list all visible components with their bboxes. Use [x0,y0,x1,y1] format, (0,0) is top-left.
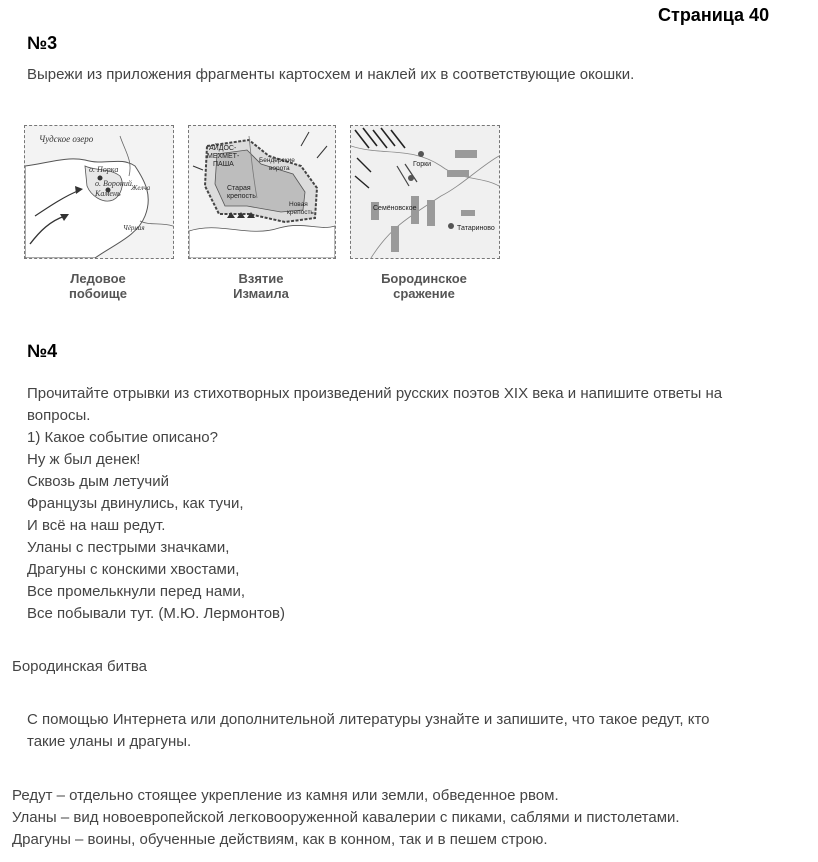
poem-line: Уланы с пестрыми значками, [27,539,230,556]
answer-1: Бородинская битва [12,658,147,675]
map-ice-battle [24,125,174,259]
map-izmail-caption [188,271,334,301]
task4-intro [27,383,807,625]
caption-line: Бородинское [381,271,467,286]
label-kamen: Камень [95,189,121,198]
label-lake: Чудское озеро [39,134,94,144]
question-2 [27,709,807,753]
label-zhelcha: Желча [131,184,151,192]
task3-heading: №3 [27,33,58,53]
label-voroniy: о. Вороний [95,179,132,188]
caption-line: Взятие [238,271,284,286]
label-chernaya: Чёрная [123,224,145,232]
definitions [12,785,812,851]
map-izmail [188,125,336,259]
intro-line: вопросы. [27,407,91,424]
page-number: Страница 40 [658,5,770,25]
poem-line: Французы двинулись, как тучи, [27,495,244,512]
map-ice-battle-drawing [25,126,173,258]
label-bendery: Бендерские [259,157,295,164]
label-old-fort-2: крепость [227,193,256,200]
poem-line: Все промелькнули перед нами, [27,583,246,600]
poem-line: Ну ж был денек! [27,451,141,468]
poem-line: И всё на наш редут. [27,517,166,534]
map-fragments [22,125,502,305]
map-borodino-caption [350,271,498,301]
question-1: 1) Какое событие описано? [27,429,218,446]
poem-line: Драгуны с конскими хвостами, [27,561,240,578]
caption-line: побоище [69,286,127,301]
definition-dragoons: Драгуны – воины, обученные действиям, как в конном, так и в пешем строю. [12,831,548,848]
poem-line: Все побывали тут. (М.Ю. Лермонтов) [27,605,285,622]
label-new-fort-2: крепость [287,209,314,216]
map-borodino-drawing [351,126,499,258]
task3-instruction: Вырежи из приложения фрагменты картосхем и наклей их в соответствующие окошки. [27,66,635,83]
label-porka: о. Порка [89,165,119,174]
task4-heading: №4 [27,341,58,361]
label-gorki: Горки [413,161,432,168]
intro-line: Прочитайте отрывки из стихотворных произведений русских поэтов XIX века и напишите ответы на [27,385,723,402]
question-2-line: С помощью Интернета или дополнительной литературы узнайте и запишите, что такое редут, кто [27,711,710,728]
label-semenovskoe: Семёновское [373,205,417,212]
label-mehmet: МЕХМЕТ- [207,153,240,160]
map-ice-battle-caption [24,271,172,301]
label-vorota: ворота [269,165,290,172]
label-tatarinovo: Татариново [457,225,495,232]
map-izmail-drawing [189,126,335,258]
caption-line: Ледовое [70,271,126,286]
label-new-fort: Новая [289,201,308,208]
definition-redut: Редут – отдельно стоящее укрепление из камня или земли, обведенное рвом. [12,787,559,804]
label-old-fort: Старая [227,185,251,192]
label-aidos: АЙДОС- [209,145,237,152]
map-borodino [350,125,500,259]
question-2-line: такие уланы и драгуны. [27,733,192,750]
definition-ulany: Уланы – вид новоевропейской легковооруженной кавалерии с пиками, саблями и пистолетами. [12,809,680,826]
poem-line: Сквозь дым летучий [27,473,169,490]
caption-line: Измаила [233,286,289,301]
label-pasha: ПАША [213,161,234,168]
caption-line: сражение [393,286,455,301]
